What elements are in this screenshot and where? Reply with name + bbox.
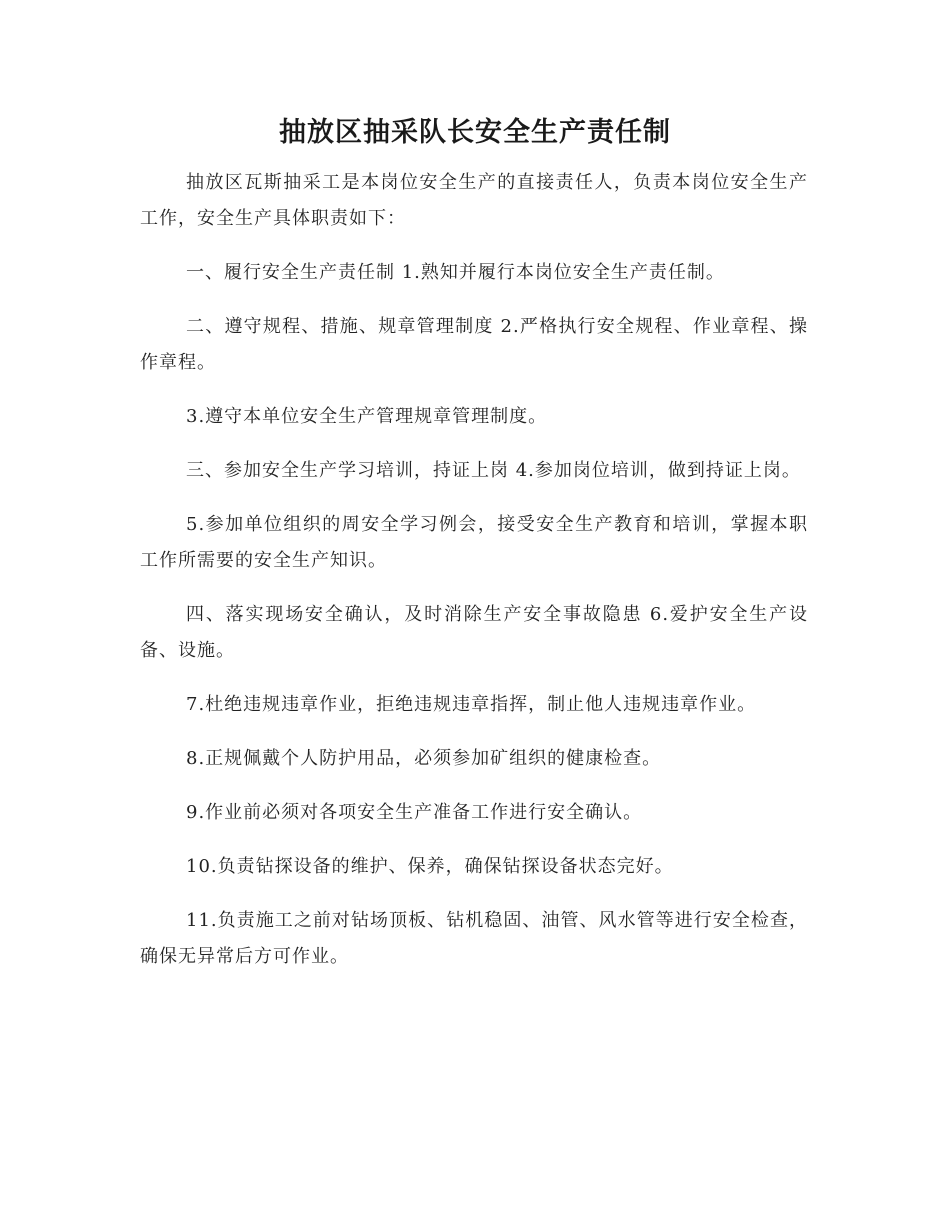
paragraph-item-10: 10.负责钻探设备的维护、保养，确保钻探设备状态完好。 (186, 856, 674, 877)
paragraph-section-2: 二、遵守规程、措施、规章管理制度 2.严格执行安全规程、作业章程、操作章程。 (140, 316, 808, 373)
paragraph-item-9: 9.作业前必须对各项安全生产准备工作进行安全确认。 (186, 802, 643, 823)
paragraph-intro: 抽放区瓦斯抽采工是本岗位安全生产的直接责任人，负责本岗位安全生产工作，安全生产具体职责如下： (140, 172, 808, 229)
paragraph-section-1: 一、履行安全生产责任制 1.熟知并履行本岗位安全生产责任制。 (186, 262, 725, 283)
document-body (140, 165, 808, 993)
paragraph-section-3: 三、参加安全生产学习培训，持证上岗 4.参加岗位培训，做到持证上岗。 (186, 460, 801, 481)
paragraph-item-7: 7.杜绝违规违章作业，拒绝违规违章指挥，制止他人违规违章作业。 (186, 694, 757, 715)
paragraph-item-3: 3.遵守本单位安全生产管理规章管理制度。 (186, 406, 548, 427)
paragraph-item-5: 5.参加单位组织的周安全学习例会，接受安全生产教育和培训，掌握本职工作所需要的安全生产知识。 (140, 514, 808, 571)
paragraph-item-11: 11.负责施工之前对钻场顶板、钻机稳固、油管、风水管等进行安全检查，确保无异常后方可作业。 (140, 910, 808, 967)
paragraph-item-8: 8.正规佩戴个人防护用品，必须参加矿组织的健康检查。 (186, 748, 662, 769)
paragraph-section-4: 四、落实现场安全确认，及时消除生产安全事故隐患 6.爱护安全生产设备、设施。 (140, 604, 808, 661)
document-title: 抽放区抽采队长安全生产责任制 (279, 117, 671, 148)
